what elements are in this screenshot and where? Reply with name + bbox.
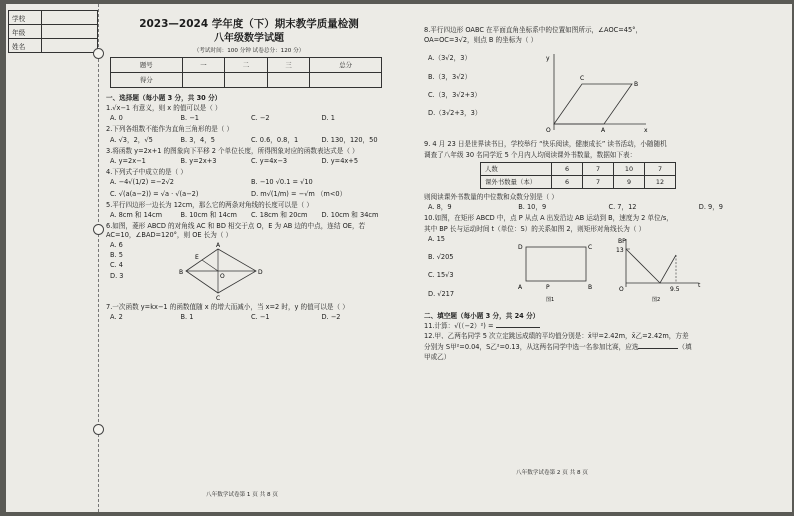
question-stem: 6.如图，菱形 ABCD 的对角线 AC 和 BD 相交于点 O，E 为 AB 边的中点，连结 OE，若 AC=10，∠BAD=120°，则 OE 长为（ ） — [106, 222, 366, 239]
student-info-box — [8, 10, 98, 53]
axis-label-y: y — [546, 55, 550, 63]
option: D. 130，120，50 — [321, 135, 378, 144]
question-stem: 其中 BP 长与运动时间 t（单位：S）的关系如图 2，则矩形对角线长为（ ） — [424, 224, 646, 233]
question-stem: 则阅读课外书数量的中位数和众数分别是（ ） — [424, 192, 558, 201]
books-row-label: 课外书数量（本） — [481, 175, 552, 188]
question-stem: 12.甲、乙两名同学 5 次立定跳远成绩的平均值分别是：x̄甲=2.42m，x̄乙=2.42m，方差 — [424, 332, 689, 341]
option: D. m√(1/m) = −√m （m<0） — [251, 189, 347, 198]
rhombus-label-a: A — [216, 241, 221, 249]
info-label-grade: 年级 — [9, 25, 42, 39]
question-options — [428, 203, 789, 211]
option: A. 6 — [110, 240, 123, 249]
axis-label-x: x — [644, 127, 648, 135]
question-options — [110, 157, 392, 165]
option: B. 10cm 和 14cm — [180, 211, 237, 220]
info-field-grade — [42, 25, 98, 39]
option: C. −2 — [251, 114, 270, 123]
option: C. y=4x−3 — [251, 157, 288, 166]
question-stem: 10.如图，在矩形 ABCD 中，点 P 从点 A 出发沿边 AB 运动到 B，速度为 2 单位/s， — [424, 214, 673, 223]
option: C. 15√3 — [428, 271, 454, 280]
graph-label-95: 9.5 — [670, 285, 680, 293]
score-header-cell: 一 — [182, 57, 225, 72]
page-footer: 八年数学试卷第 2 页 共 8 页 — [516, 470, 588, 476]
question-stem: 甲或乙） — [424, 352, 451, 361]
q12-text: 分别为 S甲²=0.04，S乙²=0.13，从这两名同学中选一名参加比赛，应选 — [424, 342, 639, 351]
rect-label-b: B — [588, 283, 593, 291]
question-options — [110, 114, 392, 122]
exam-subtitle: 八年级数学试题 — [214, 33, 284, 45]
option: D. √217 — [428, 289, 455, 298]
option: B. 10，9 — [518, 203, 547, 212]
option: C. 0.6，0.8，1 — [251, 135, 299, 144]
page-footer: 八年数学试卷第 1 页 共 8 页 — [206, 492, 278, 498]
option: B. 5 — [110, 251, 123, 260]
option: A. y=2x−1 — [110, 157, 146, 166]
score-cell — [182, 72, 225, 87]
books-cell: 10 — [614, 162, 645, 175]
figure-caption: 图1 — [546, 296, 555, 303]
option: B. −10 √0.1 = √10 — [251, 178, 313, 187]
rect-label-a: A — [518, 283, 523, 291]
option: D. 9，9 — [698, 203, 724, 212]
option: B. √205 — [428, 253, 454, 262]
option: D. 10cm 和 34cm — [321, 211, 379, 220]
option: A.（3√2，3） — [428, 54, 472, 63]
question-stem — [424, 343, 789, 351]
rectangle-figure — [510, 235, 600, 305]
books-table — [480, 162, 676, 189]
question-stem: 8.平行四边形 OABC 在平面直角坐标系中的位置如图所示，∠AOC=45°， — [424, 26, 643, 34]
option: C. 18cm 和 20cm — [251, 211, 308, 220]
option: B. 3，4，5 — [180, 135, 215, 144]
option: B.（3，3√2） — [428, 72, 472, 81]
rhombus-label-o: O — [220, 272, 225, 280]
info-field-name — [42, 39, 98, 53]
rhombus-figure — [176, 241, 266, 301]
books-row-label: 人数 — [481, 162, 552, 175]
graph-label-13: 13 — [616, 246, 624, 254]
exam-title: 2023—2024 学年度（下）期末教学质量检测 — [139, 18, 359, 30]
option: C. 4 — [110, 261, 123, 270]
q11-text: 11.计算：√(（−2）²) = — [424, 322, 494, 331]
question-stem: 2.下列各组数不能作为直角三角形的是（ ） — [106, 125, 234, 134]
section-title: 一、选择题（每小题 3 分，共 30 分） — [106, 93, 222, 102]
option: D. y=4x+5 — [321, 157, 359, 166]
rect-label-c: C — [588, 243, 593, 251]
score-cell — [267, 72, 310, 87]
option: A. 8cm 和 14cm — [110, 211, 163, 220]
graph-label-o: O — [619, 285, 624, 293]
question-stem: 调查了八年级 30 名同学近 5 个月内人均阅读课外书数量，数据如下表： — [424, 150, 637, 159]
score-row-label: 得分 — [111, 72, 183, 87]
question-stem: 1.√x−1 有意义，则 x 的值可以是（ ） — [106, 103, 222, 112]
option: C.（3，3√2+3） — [428, 90, 481, 99]
score-cell — [225, 72, 268, 87]
info-field-school — [42, 11, 98, 25]
rhombus-label-c: C — [216, 294, 221, 301]
books-cell: 7 — [583, 175, 614, 188]
score-cell — [310, 72, 382, 87]
option: A. 8，9 — [428, 203, 452, 212]
question-stem: 3.将函数 y=2x+1 的图象向下平移 2 个单位长度，所得图象对应的函数表达式是（ ） — [106, 146, 359, 155]
option: A. −4√(1/2) =−2√2 — [110, 178, 175, 187]
rect-label-p: P — [546, 283, 550, 291]
option: B. 1 — [180, 313, 194, 322]
option: B. −1 — [180, 114, 199, 123]
score-header-cell: 二 — [225, 57, 268, 72]
books-cell: 6 — [552, 162, 583, 175]
figure-caption: 图2 — [652, 296, 661, 303]
binding-hole-icon — [93, 424, 104, 435]
question-stem: 4.下列式子中成立的是（ ） — [106, 168, 187, 177]
books-cell: 9 — [614, 175, 645, 188]
option: A. 0 — [110, 114, 123, 123]
rhombus-label-b: B — [179, 268, 184, 276]
option: C. 7，12 — [608, 203, 637, 212]
section-title: 二、填空题（每小题 3 分，共 24 分） — [424, 311, 540, 320]
score-header-cell: 三 — [267, 57, 310, 72]
option: A. 15 — [428, 234, 445, 243]
question-stem — [424, 322, 789, 330]
option: A. √3，2，√5 — [110, 135, 153, 144]
graph-label-bp: BP — [618, 237, 626, 245]
books-cell: 6 — [552, 175, 583, 188]
info-label-name: 姓名 — [9, 39, 42, 53]
point-label-b: B — [634, 81, 639, 89]
rhombus-label-e: E — [195, 253, 199, 261]
info-label-school: 学校 — [9, 11, 42, 25]
question-options — [110, 178, 392, 186]
rhombus-label-d: D — [258, 268, 263, 276]
option: A. 2 — [110, 313, 123, 322]
books-cell: 12 — [645, 175, 676, 188]
rect-label-d: D — [518, 243, 523, 251]
right-page — [424, 24, 789, 363]
q12-text: （填 — [678, 342, 692, 351]
question-stem: 7.一次函数 y=kx−1 的函数值随 x 的增大而减小，当 x=2 时，y 的值可以是（ ） — [106, 302, 349, 311]
score-header-cell: 总分 — [310, 57, 382, 72]
exam-sheet — [6, 4, 792, 512]
binding-hole-icon — [93, 224, 104, 235]
question-options — [110, 313, 392, 321]
option: B. y=2x+3 — [180, 157, 217, 166]
score-header-cell: 题号 — [111, 57, 183, 72]
point-label-c: C — [580, 75, 585, 83]
option: D. 3 — [110, 271, 124, 280]
left-page — [106, 18, 392, 324]
option: D.（3√2+3，3） — [428, 109, 482, 118]
graph-label-t: t — [698, 281, 701, 289]
question-options — [424, 235, 789, 298]
books-cell: 7 — [645, 162, 676, 175]
bp-graph-figure — [616, 235, 706, 305]
question-stem: OA=OC=3√2，则点 B 的坐标为（ ） — [424, 36, 538, 45]
score-table — [110, 57, 382, 88]
binding-hole-icon — [93, 48, 104, 59]
question-options — [110, 190, 392, 198]
binding-line — [98, 4, 99, 512]
exam-meta: （考试时间：100 分钟 试卷总分：120 分） — [193, 47, 305, 54]
point-label-a: A — [601, 127, 606, 135]
question-stem: 5.平行四边形一边长为 12cm，那么它的两条对角线的长度可以是（ ） — [106, 200, 313, 209]
question-stem: 9. 4 月 23 日是世界读书日，学校举行 “快乐阅读，健康成长” 读书活动，小随随机 — [424, 140, 667, 149]
answer-blank — [496, 327, 540, 328]
option: C. √(a(a−2)) = √a · √(a−2) — [110, 189, 199, 198]
point-label-o: O — [546, 127, 551, 135]
option: D. −2 — [321, 313, 341, 322]
question-options — [110, 211, 392, 219]
option: C. −1 — [251, 313, 270, 322]
question-options — [110, 136, 392, 144]
option: D. 1 — [321, 114, 335, 123]
parallelogram-figure — [542, 50, 652, 134]
books-cell: 7 — [583, 162, 614, 175]
answer-blank — [638, 348, 678, 349]
